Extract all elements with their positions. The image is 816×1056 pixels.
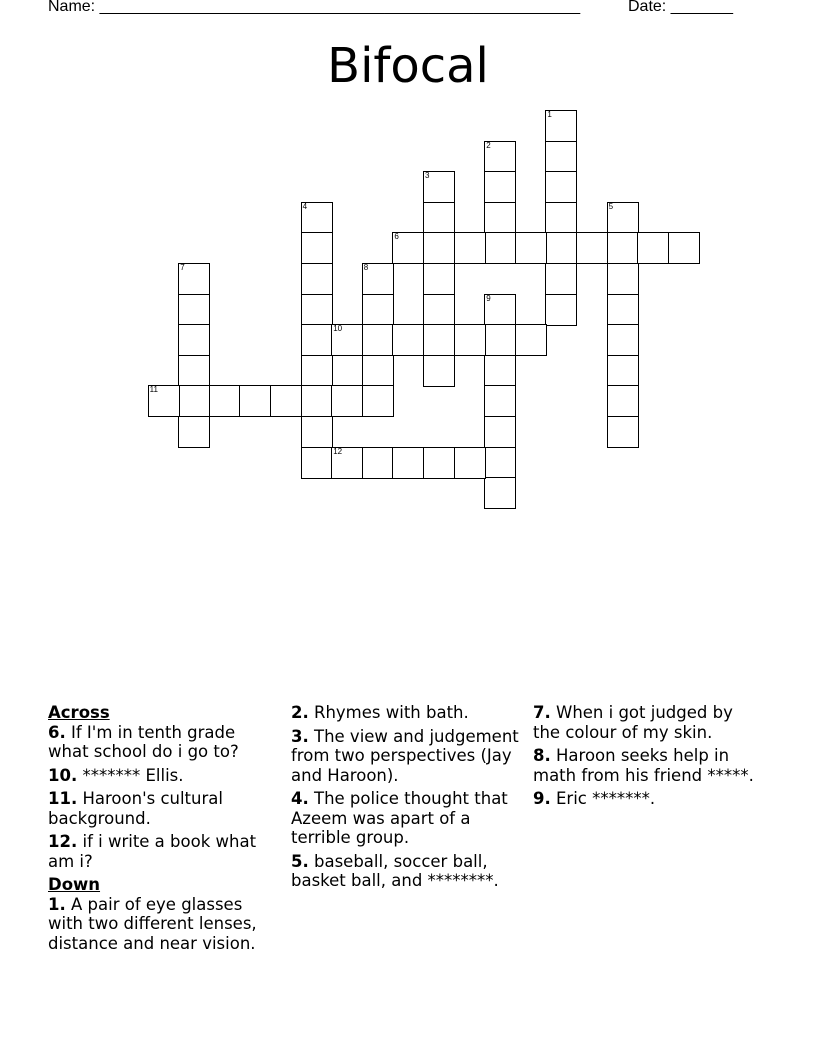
grid-cell[interactable] <box>301 447 333 479</box>
grid-cell[interactable] <box>362 294 394 326</box>
grid-cell[interactable] <box>301 416 333 448</box>
cell-number: 4 <box>302 201 308 211</box>
clue-text: A pair of eye glasses with two different lenses, distance and near vision. <box>48 894 257 953</box>
grid-cell[interactable] <box>331 324 363 356</box>
clue-down-9 <box>533 789 765 809</box>
grid-cell[interactable] <box>362 447 394 479</box>
clue-number: 6. <box>48 722 66 742</box>
grid-cell[interactable] <box>392 324 424 356</box>
grid-cell[interactable] <box>484 232 516 264</box>
grid-cell[interactable] <box>423 263 455 295</box>
clue-number: 2. <box>291 703 309 722</box>
down-heading: Down <box>48 875 101 894</box>
clue-number: 11. <box>48 789 78 808</box>
grid-cell[interactable] <box>454 232 486 264</box>
clue-text: The police thought that Azeem was apart of a terrible group. <box>291 789 508 847</box>
grid-cell[interactable] <box>423 447 455 479</box>
grid-cell[interactable] <box>607 385 639 417</box>
grid-cell[interactable] <box>148 385 180 417</box>
grid-cell[interactable] <box>545 202 577 234</box>
grid-cell[interactable] <box>178 324 210 356</box>
cell-number: 11 <box>149 385 158 395</box>
cell-number: 1 <box>547 110 552 119</box>
clues-column-3 <box>533 703 765 813</box>
clue-number: 9. <box>533 789 551 808</box>
clue-text: Haroon's cultural background. <box>48 789 223 828</box>
grid-cell[interactable] <box>607 294 639 326</box>
clue-text: baseball, soccer ball, basket ball, and ********. <box>291 851 499 890</box>
grid-cell[interactable] <box>423 324 455 356</box>
clue-across-12 <box>48 832 280 871</box>
clue-number: 10. <box>48 765 78 785</box>
grid-cell[interactable] <box>362 385 394 417</box>
clue-number: 4. <box>291 789 309 808</box>
clues-column-2 <box>291 703 523 895</box>
cell-number: 8 <box>363 263 369 272</box>
grid-cell[interactable] <box>607 324 639 356</box>
grid-cell[interactable] <box>423 355 455 387</box>
grid-cell[interactable] <box>301 294 333 326</box>
clue-down-4 <box>291 789 523 848</box>
clue-down-1 <box>48 895 280 954</box>
grid-cell[interactable] <box>209 385 241 417</box>
clue-across-11 <box>48 789 280 828</box>
grid-cell[interactable] <box>301 232 333 264</box>
grid-cell[interactable] <box>239 385 271 417</box>
grid-cell[interactable] <box>545 171 577 203</box>
grid-cell[interactable] <box>301 202 333 234</box>
grid-cell[interactable] <box>270 385 302 417</box>
name-label: Name: <box>48 0 96 15</box>
grid-cell[interactable] <box>301 263 333 295</box>
cell-number: 7 <box>180 263 185 272</box>
clue-text: Eric *******. <box>556 789 656 808</box>
grid-cell[interactable] <box>484 324 516 356</box>
grid-cell[interactable] <box>545 263 577 295</box>
grid-cell[interactable] <box>484 416 516 448</box>
grid-cell[interactable] <box>607 416 639 448</box>
grid-cell[interactable] <box>607 355 639 387</box>
grid-cell[interactable] <box>392 232 424 264</box>
grid-cell[interactable] <box>484 355 516 387</box>
grid-cell[interactable] <box>178 385 210 417</box>
clue-number: 8. <box>533 746 551 765</box>
clue-number: 7. <box>533 703 551 722</box>
cell-number: 3 <box>425 171 430 181</box>
grid-cell[interactable] <box>576 232 608 264</box>
clue-number: 5. <box>291 851 309 871</box>
grid-cell[interactable] <box>301 355 333 387</box>
grid-cell[interactable] <box>607 263 639 295</box>
clue-text: When i got judged by the colour of my skin. <box>533 703 733 742</box>
clue-text: If I'm in tenth grade what school do i go to? <box>48 722 239 761</box>
clue-across-10 <box>48 766 280 786</box>
clue-down-7 <box>533 703 765 742</box>
clue-down-8 <box>533 746 765 785</box>
grid-cell[interactable] <box>423 232 455 264</box>
across-heading: Across <box>48 703 110 722</box>
grid-cell[interactable] <box>515 232 547 264</box>
clue-number: 3. <box>291 726 309 746</box>
grid-cell[interactable] <box>392 447 424 479</box>
grid-cell[interactable] <box>484 477 516 509</box>
clue-text: ******* Ellis. <box>82 765 184 785</box>
grid-cell[interactable] <box>362 263 394 295</box>
date-blank: _______ <box>670 0 733 15</box>
clue-number: 12. <box>48 832 78 851</box>
grid-cell[interactable] <box>178 294 210 326</box>
grid-cell[interactable] <box>331 385 363 417</box>
date-label: Date: <box>628 0 667 15</box>
grid-cell[interactable] <box>178 355 210 387</box>
grid-cell[interactable] <box>545 110 577 142</box>
grid-cell[interactable] <box>423 202 455 234</box>
grid-cell[interactable] <box>423 171 455 203</box>
cell-number: 6 <box>394 232 399 242</box>
clue-text: Rhymes with bath. <box>314 703 469 722</box>
cell-number: 10 <box>333 324 343 334</box>
grid-cell[interactable] <box>668 232 700 264</box>
clue-across-6 <box>48 723 280 762</box>
clues-column-1 <box>48 703 280 957</box>
page-title: Bifocal <box>327 38 489 94</box>
grid-cell[interactable] <box>484 171 516 203</box>
grid-cell[interactable] <box>484 141 516 173</box>
grid-cell[interactable] <box>515 324 547 356</box>
grid-cell[interactable] <box>545 294 577 326</box>
grid-cell[interactable] <box>362 355 394 387</box>
grid-cell[interactable] <box>484 294 516 326</box>
cell-number: 9 <box>486 293 491 303</box>
clue-down-2 <box>291 703 523 723</box>
grid-cell[interactable] <box>484 202 516 234</box>
grid-cell[interactable] <box>607 232 639 264</box>
name-blank: ______________________________________________________ <box>99 0 581 15</box>
grid-cell[interactable] <box>331 447 363 479</box>
cell-number: 5 <box>608 201 614 211</box>
grid-cell[interactable] <box>301 324 333 356</box>
clue-text: if i write a book what am i? <box>48 832 257 871</box>
clue-text: The view and judgement from two perspectives (Jay and Haroon). <box>291 726 519 785</box>
grid-cell[interactable] <box>362 324 394 356</box>
grid-cell[interactable] <box>484 385 516 417</box>
grid-cell[interactable] <box>423 294 455 326</box>
grid-cell[interactable] <box>178 263 210 295</box>
grid-cell[interactable] <box>454 324 486 356</box>
cell-number: 12 <box>333 446 343 456</box>
cell-number: 2 <box>486 140 491 150</box>
grid-cell[interactable] <box>454 447 486 479</box>
clue-text: Haroon seeks help in math from his friend *****. <box>533 746 754 785</box>
grid-cell[interactable] <box>178 416 210 448</box>
grid-cell[interactable] <box>545 232 577 264</box>
clue-number: 1. <box>48 894 66 914</box>
grid-cell[interactable] <box>637 232 669 264</box>
clue-down-3 <box>291 727 523 786</box>
grid-cell[interactable] <box>301 385 333 417</box>
clue-down-5 <box>291 852 523 891</box>
grid-cell[interactable] <box>607 202 639 234</box>
grid-cell[interactable] <box>484 447 516 479</box>
grid-cell[interactable] <box>545 141 577 173</box>
